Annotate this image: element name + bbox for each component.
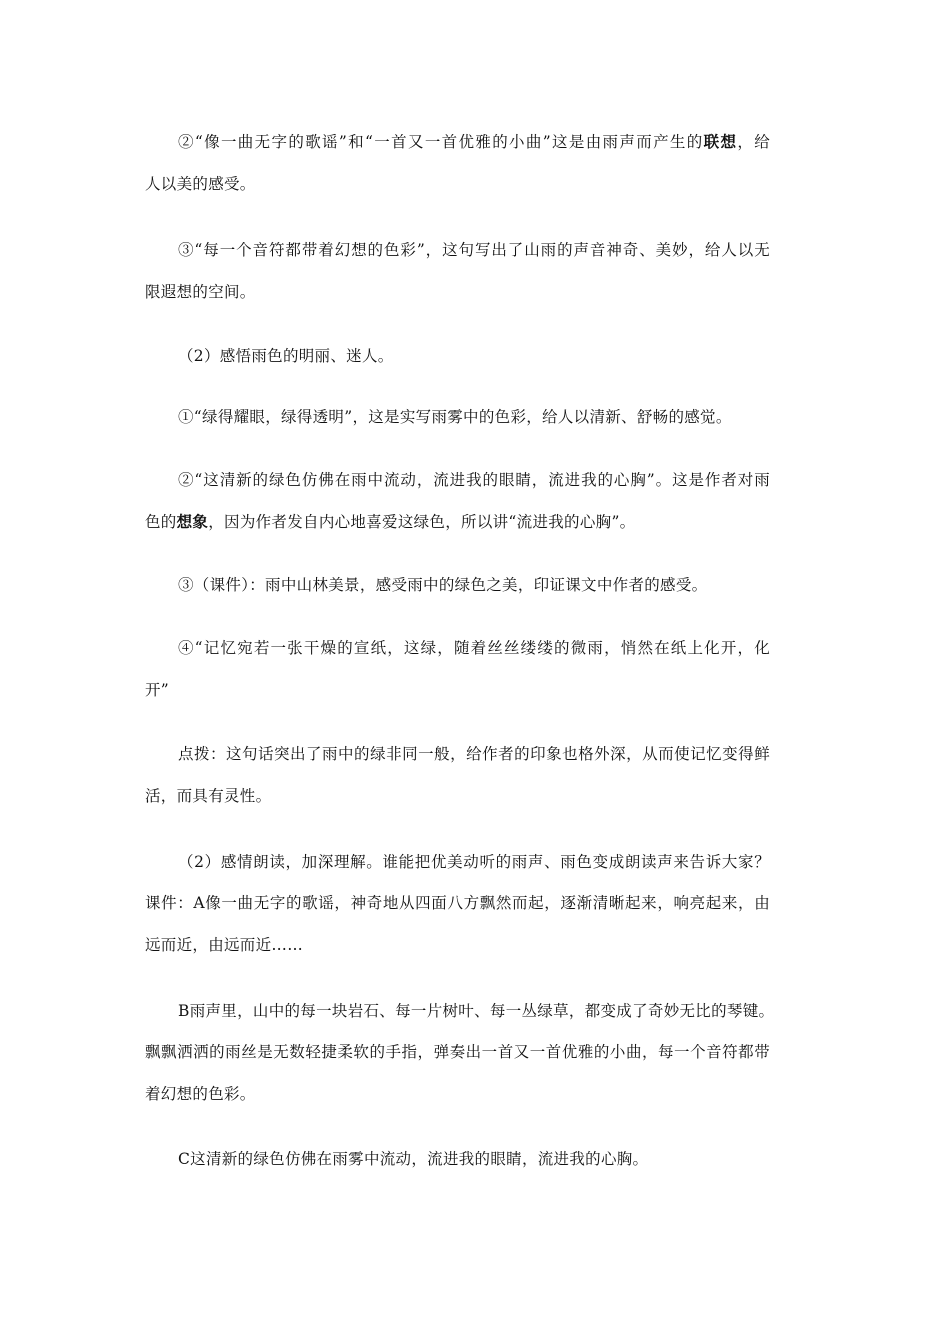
paragraph-9-line-2: 飘飘洒洒的雨丝是无数轻捷柔软的手指，弹奏出一首又一首优雅的小曲，每一个音符都带 <box>145 1043 770 1061</box>
paragraph-6-line-1: ④“记忆宛若一张干燥的宣纸，这绿，随着丝丝缕缕的微雨，悄然在纸上化开，化 <box>178 639 770 657</box>
paragraph-8-line-2: 课件：A像一曲无字的歌谣，神奇地从四面八方飘然而起，逐渐清晰起来，响亮起来，由 <box>145 894 770 912</box>
paragraph-3: ①“绿得耀眼，绿得透明”，这是实写雨雾中的色彩，给人以清新、舒畅的感觉。 <box>178 408 732 426</box>
paragraph-5: ③（课件）：雨中山林美景，感受雨中的绿色之美，印证课文中作者的感受。 <box>178 576 708 594</box>
paragraph-4-line-2: 色的想象，因为作者发自内心地喜爱这绿色，所以讲“流进我的心胸”。 <box>145 512 636 531</box>
paragraph-1-line-2: 人以美的感受。 <box>145 175 256 193</box>
paragraph-2-line-1: ③“每一个音符都带着幻想的色彩”，这句写出了山雨的声音神奇、美妙，给人以无 <box>178 241 770 259</box>
paragraph-10: C这清新的绿色仿佛在雨雾中流动，流进我的眼睛，流进我的心胸。 <box>178 1150 649 1168</box>
paragraph-8-line-1: （2）感情朗读，加深理解。谁能把优美动听的雨声、雨色变成朗读声来告诉大家？ <box>178 853 770 871</box>
paragraph-8-line-3: 远而近，由远而近…… <box>145 936 304 954</box>
paragraph-2-line-2: 限遐想的空间。 <box>145 283 256 301</box>
bold-term-imagination: 想象 <box>176 512 209 531</box>
paragraph-6-line-2: 开” <box>145 681 170 699</box>
paragraph-9-line-1: B雨声里，山中的每一块岩石、每一片树叶、每一丛绿草，都变成了奇妙无比的琴键。 <box>178 1002 775 1020</box>
bold-term-association: 联想 <box>703 132 738 151</box>
paragraph-1-line-1: ②“像一曲无字的歌谣”和“一首又一首优雅的小曲”这是由雨声而产生的联想，给 <box>178 132 770 151</box>
section-heading: （2）感悟雨色的明丽、迷人。 <box>178 347 394 365</box>
paragraph-7-line-2: 活，而具有灵性。 <box>145 787 272 805</box>
paragraph-4-line-1: ②“这清新的绿色仿佛在雨中流动，流进我的眼睛，流进我的心胸”。这是作者对雨 <box>178 471 770 489</box>
paragraph-9-line-3: 着幻想的色彩。 <box>145 1085 256 1103</box>
paragraph-7-line-1: 点拨：这句话突出了雨中的绿非同一般，给作者的印象也格外深，从而使记忆变得鲜 <box>178 745 770 763</box>
